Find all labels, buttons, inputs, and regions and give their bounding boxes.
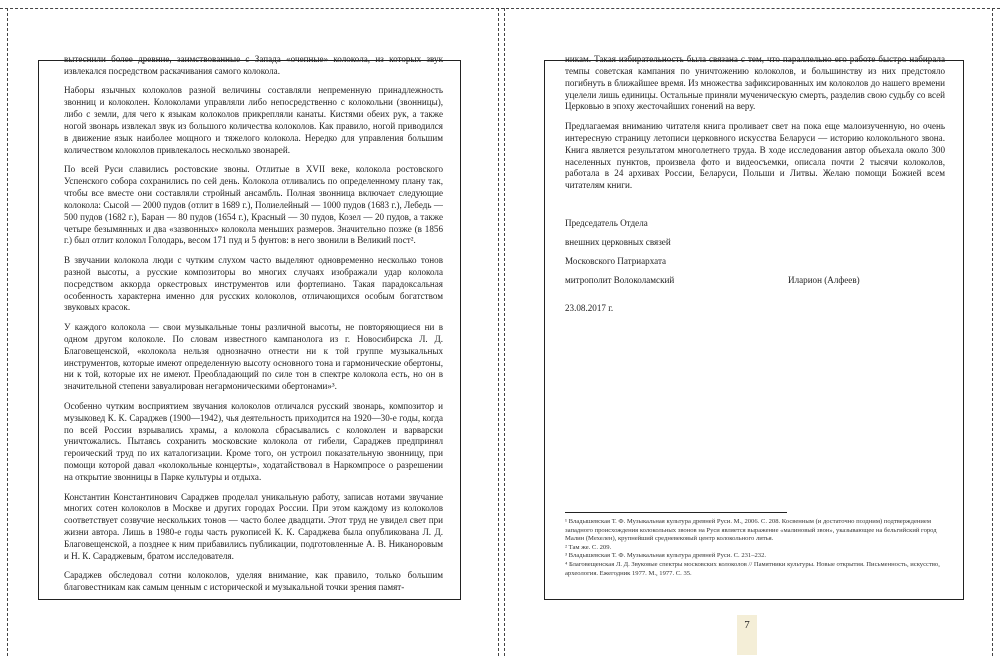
paragraph: никам. Такая избирательность была связана с тем, что параллельно его работе быстро набирала темпы советская кампания по уничтожению колоколов, и большинству из них предстояло погибнуть в ближайшее время. Из множества зафиксированных им колоколов до нашего времени уцелели лишь единицы. Остальные приняли мученическую смерть, разделив свою судьбу со всей Церковью в эпоху жесточайших гонений на веру.	[565, 54, 945, 112]
paragraph: Константин Константинович Сараджев проделал уникальную работу, записав нотами звучание многих сотен колоколов в Москве и других городах России. При этом каждому из колоколов соответствует созвучие нескольких тонов — часто более двадцати. Этот труд не увидел свет при жизни автора. Лишь в 1980-е годы часть рукописей К. К. Сараджева была опубликована Л. Д. Благовещенской, а позднее к ним прибавились публикации, подготовленные А. В. Никаноровым и Н. К. Сараджевым, братом исследователя.	[64, 491, 443, 561]
paragraph: Предлагаемая вниманию читателя книга проливает свет на пока еще малоизученную, но очень интересную страницу летописи церковного искусства Беларуси — историю колокольного звона. Книга является результатом многолетнего труда. В ходе исследования автор объехала около 300 населенных пунктов, произвела фото и видеосъемки, описала почти 2 тысячи колоколов, работала в 24 архивах России, Беларуси, Польши и Литвы. Желаю помощи Божией всем читателям книги.	[565, 121, 945, 191]
paragraph: Особенно чутким восприятием звучания колоколов отличался русский звонарь, композитор и музыковед К. К. Сараджев (1900—1942), чья деятельность приходится на 1920—30-е годы, когда по всей России взрывались храмы, а колокола сбрасывались с колоколен и варварски уничтожались. Пытаясь сохранить московские колокола от гибели, Сараджев предпринял героический труд по их каталогизации. Кроме того, он устроил показательную звонницу, при помощи которой давал «колокольные концерты», ходатайствовал в Наркомпросе о разрешении на открытие звонницы в Парке культуры и отдыха.	[64, 400, 443, 482]
left-page-body	[64, 54, 443, 594]
signature-department-line: внешних церковных связей	[565, 237, 671, 247]
page-number: 7	[744, 619, 750, 631]
crop-line-left	[7, 8, 8, 656]
paragraph: Наборы язычных колоколов разной величины составляли непременную принадлежность звонниц и колоколен. Колоколами управляли либо непосредственно с колокольни (звонницы), либо с земли, для чего к языкам колоколов прикрепляли канаты. Кистями обеих рук, а также ногой звонарь извлекал звук из большого количества колоколов. Как правило, ногой приводился в движение язык наиболее мощного и тяжелого колокола. Нередко для управления большим количеством колоколов привлекалось несколько звонарей.	[64, 85, 443, 155]
signature-date: 23.08.2017 г.	[565, 303, 614, 313]
crop-line-spine-left	[498, 8, 499, 656]
signature-rank-line: митрополит Волоколамский	[565, 275, 675, 285]
signature-title-line: Председатель Отдела	[565, 218, 648, 228]
paragraph: В звучании колокола люди с чутким слухом часто выделяют одновременно несколько тонов разной высоты, а русские композиторы во многих случаях изображали удар колокола посредством аккорда оркестровых инструментов или фортепиано. Такая парадоксальная особенность характерна именно для русских колоколов, отличающихся особым богатством звуковых красок.	[64, 255, 443, 313]
page-number-tab	[737, 615, 757, 655]
right-page-body	[565, 54, 945, 204]
crop-line-top	[0, 8, 1000, 9]
paragraph: Сараджев обследовал сотни колоколов, уделяя внимание, как правило, только большим благовестникам как самым ценным с исторической и музыкальной точки зрения памят-	[64, 570, 443, 593]
paragraph: По всей Руси славились ростовские звоны. Отлитые в XVII веке, колокола ростовского Успенского собора сохранились по сей день. Колокола отливались по определенному плану так, чтобы все вместе они составляли стройный ансамбль. Полная звонница включает следующие колокола: Сысой — 2000 пудов (отлит в 1689 г.), Полиелейный — 1000 пудов (1683 г.), Лебедь — 500 пудов (1682 г.), Баран — 80 пудов (1654 г.), Красный — 30 пудов, Козел — 20 пудов, а также четыре безымянных и два «зазвонных» колокола меньших размеров. Значительно позже (в 1856 г.) был отлит колокол Голодарь, весом 171 пуд и 5 фунтов: в него звонили в Великий пост².	[64, 164, 443, 246]
footnotes	[565, 518, 950, 594]
paragraph: У каждого колокола — свои музыкальные тоны различной высоты, не повторяющиеся ни в одном другом колоколе. По словам известного кампанолога из г. Новосибирска Л. Д. Благовещенской, «колокола нельзя однозначно отнести ни к той группе музыкальных инструментов, которые имеют определенную высоту основного тона и гармонические обертоны, ни к той, которые их не имеют. Преобладающий по силе тон в спектре колокола есть, но он в значительной степени завуалирован негармоническими обертонами»³.	[64, 322, 443, 392]
signature-name: Иларион (Алфеев)	[788, 275, 860, 285]
paragraph: вытеснили более древние, заимствованные с Запада «очепные» колокола, из которых звук извлекался посредством раскачивания самого колокола.	[64, 54, 443, 76]
footnote: ⁴ Благовещенская Л. Д. Звуковые спектры московских колоколов // Памятники культуры. Новые открытия. Письменность, искусство, археология. Ежегодник 1977. М., 1977. С. 35.	[565, 560, 940, 577]
crop-line-right	[992, 8, 993, 656]
footnote: ³ Владышевская Т. Ф. Музыкальная культура древней Руси. С. 231–232.	[565, 552, 767, 560]
footnote: ² Там же. С. 209.	[565, 543, 612, 551]
signature-patriarchate-line: Московского Патриархата	[565, 256, 667, 266]
footnote-separator	[565, 512, 787, 513]
crop-line-spine-right	[504, 8, 505, 656]
footnote: ¹ Владышевская Т. Ф. Музыкальная культура древней Руси. М., 2006. С. 208. Косвенным (и достаточно поздним) подтверждением западного происхождения колокольных звонов на Руси является выражение «малиновый звон», указывающее на бельгийский город Малин (Мехелен), крупнейший средневековый центр колокольного литья.	[565, 518, 937, 543]
